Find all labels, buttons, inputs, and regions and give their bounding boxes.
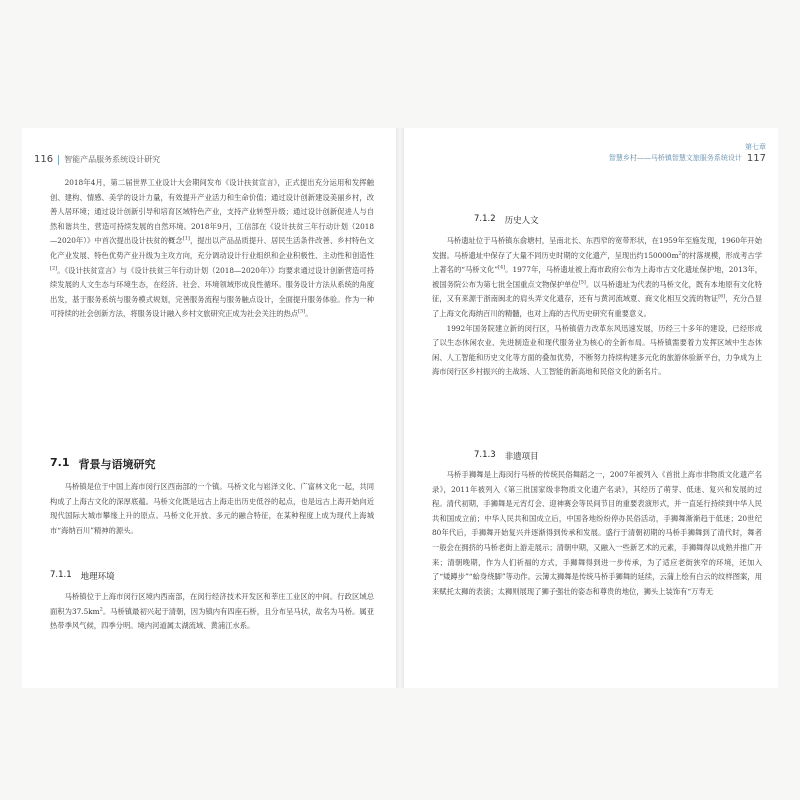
subsection-heading-history [474, 214, 539, 226]
geography-text-b: 。马桥镇最初兴起于清朝，因为镇内有四座石桥，且分布呈马状，故名为马桥。属亚热带季风气候，四季分明。境内河道属太湖流域、黄浦江水系。 [50, 606, 375, 631]
intro-text-c: 。《设计扶贫宣言》与《设计扶贫三年行动计划（2018—2020年）》均要求通过设计创新营造可持续发展的人文生态与环境生态，在经济、社会、环境领域形成良性循环。服务设计方法从系统的角度出发，基于服务系统与服务模式规划，完善服务流程与服务触点设计，全面提升服务体验。作为一种可持续的社会创新方法，将服务设计融入乡村文旅研究正成为社会关注的热点 [50, 265, 374, 319]
intro-text-end: 。 [305, 309, 313, 319]
citation-2: [2] [50, 265, 58, 272]
history-paragraphs [432, 234, 762, 380]
citation-5: [5] [578, 279, 586, 286]
geography-text-a: 马桥镇位于上海市闵行区境内西南部，在闵行经济技术开发区和莘庄工业区的中间。行政区域总面积为37.5km [50, 592, 374, 616]
intro-text-b: ，提出以产品品质提升、居民生活条件改善、乡村特色文化产业发展、特色优势产业升级为主攻方向，充分调动设计行业组织和企业积极性、主动性和创造性 [50, 236, 375, 260]
right-running-header [609, 142, 766, 164]
citation-4: [4] [498, 264, 506, 271]
heritage-text: 马桥手狮舞是上海闵行马桥的传统民俗舞蹈之一，2007年被列入《首批上海市非物质文化遗产名录》，2011年被列入《第三批国家级非物质文化遗产名录》，其经历了萌芽、低迷、复兴和发展的过程。清代初期，手狮舞是元宵灯会、迎神赛会等民间节目的重要表演形式，并一直延行持续到中华人民共和国成立前；中华人民共和国成立后，中国各地纷纷停办民俗活动，手狮舞渐渐趋于低迷；20世纪80年代后，手狮舞开始复兴并逐渐得到传承和发展。盛行于清朝初期的马桥手狮舞到了清代时，舞者一般会在拥挤的马桥老街上游走展示；清朝中期，又融入一些新艺术的元素，手狮舞得以成熟并推广开来；清朝晚期，作为人们祈福的方式，手狮舞得到进一步传承，为了适应老街狭窄的环境，还加入了“矮蹲步”“蛤身绕脚”等动作。云簿太狮舞是传统马桥手狮舞的延续，云蒲上绘有白云的纹样图案，用来赋托太狮的表演；太狮则展现了狮子强壮的姿态和尊贵的地位，狮头上装饰有“万寿无 [432, 470, 762, 596]
citation-3: [3] [298, 308, 306, 315]
heritage-paragraph [432, 468, 762, 599]
left-running-title: 智能产品服务系统设计研究 [64, 155, 161, 164]
history-text-c: 。1977年，马桥遗址被上海市政府公布为上海市古文化遗址保护地，2013年，被国务院公布为第七批全国重点文物保护单位 [432, 265, 762, 289]
section-title: 背景与语境研究 [78, 458, 156, 471]
subsection-title: 历史人文 [504, 216, 539, 226]
citation-1: [1] [182, 235, 190, 242]
right-page-number: 117 [746, 153, 766, 164]
section-text: 马桥镇是位于中国上海市闵行区西南部的一个镇。马桥文化与崧泽文化、广富林文化一起，共同构成了上海古文化的深厚底蕴。马桥文化既是远古上海走出历史低谷的起点，也是远古上海开始向近现代国际大城市攀缘上升的原点。马桥文化开放、多元的融合特征，在某种程度上成为现代上海城市“海纳百川”精神的源头。 [50, 482, 374, 535]
development-text: 1992年国务院建立新的闵行区，马桥镇借力改革东风迅速发展，历经三十多年的建设，已经形成了以生态休闲农业、先进制造业和现代服务业为核心的全新布局。马桥镇需要着力发挥区域中生态休闲、人工智能和历史文化等方面的叠加优势，不断努力持续构建多元化的旅游休验新平台，力争成为上海市闵行区乡村振兴的主战场、人工智能的新高地和民俗文化的新名片。 [432, 323, 762, 377]
intro-paragraph [50, 176, 374, 322]
left-page-number: 116 [34, 154, 54, 165]
right-page [404, 128, 778, 688]
right-running-title: 智慧乡村——马桥镇智慧文旅服务系统设计 [608, 154, 742, 162]
section-number: 7.1 [50, 456, 70, 469]
subsection-title: 地理环境 [80, 572, 115, 582]
chapter-label: 第七章 [745, 143, 766, 151]
intro-text-a: 2018年4月，第二届世界工业设计大会期间发布《设计扶贫宣言》，正式提出充分运用和发挥触创、建构、情感、美学的设计力量，有效提升产业活力和生命价值；通过设计创新建设美丽乡村，改善人居环境；通过设计创新引导和培育区域特色产业，支持产业转型升级；通过设计创新促进人与自然和谐共生，营造可持续发展的自然环境。2018年9月，工信部在《设计扶贫三年行动计划（2018—2020年）》中首次提出设计扶贫的概念 [50, 178, 374, 246]
book-gutter [396, 128, 404, 688]
section-heading [50, 456, 156, 472]
subsection-heading-geography [50, 570, 115, 582]
subsection-number: 7.1.1 [50, 570, 72, 580]
citation-6: [6] [718, 293, 726, 300]
subsection-number: 7.1.3 [474, 450, 496, 460]
left-page [22, 128, 396, 688]
history-text-b: 的村落规模，形成考古学上著名的“马桥文化” [432, 250, 762, 275]
history-text-e: ，充分凸显了上海文化海纳百川的精髓，也对上海的古代历史研究有重要意义。 [432, 294, 763, 318]
section-paragraph [50, 480, 374, 538]
history-superscript: 2 [678, 250, 682, 257]
history-text-a: 马桥遗址位于马桥镇东俞塘村，呈南北长、东西窄的宽带形状，在1959年至施发现，1960年开始发掘。马桥遗址中保存了大量不同历史时期的文化遗产，呈现出约150000m [432, 236, 762, 260]
header-divider [58, 155, 59, 165]
geography-paragraph [50, 590, 374, 634]
area-superscript: 2 [99, 606, 103, 613]
subsection-title: 非遗项目 [504, 452, 539, 462]
history-text-d: 。以马桥遗址为代表的马桥文化，既有本地原有文化特征，又有来源于浙南闽北的肩头弄文化遗存，还有与黄河流域夏、商文化相互交流的物证 [432, 279, 763, 304]
left-running-header [34, 154, 160, 165]
subsection-heading-heritage [474, 450, 539, 462]
subsection-number: 7.1.2 [474, 214, 496, 224]
